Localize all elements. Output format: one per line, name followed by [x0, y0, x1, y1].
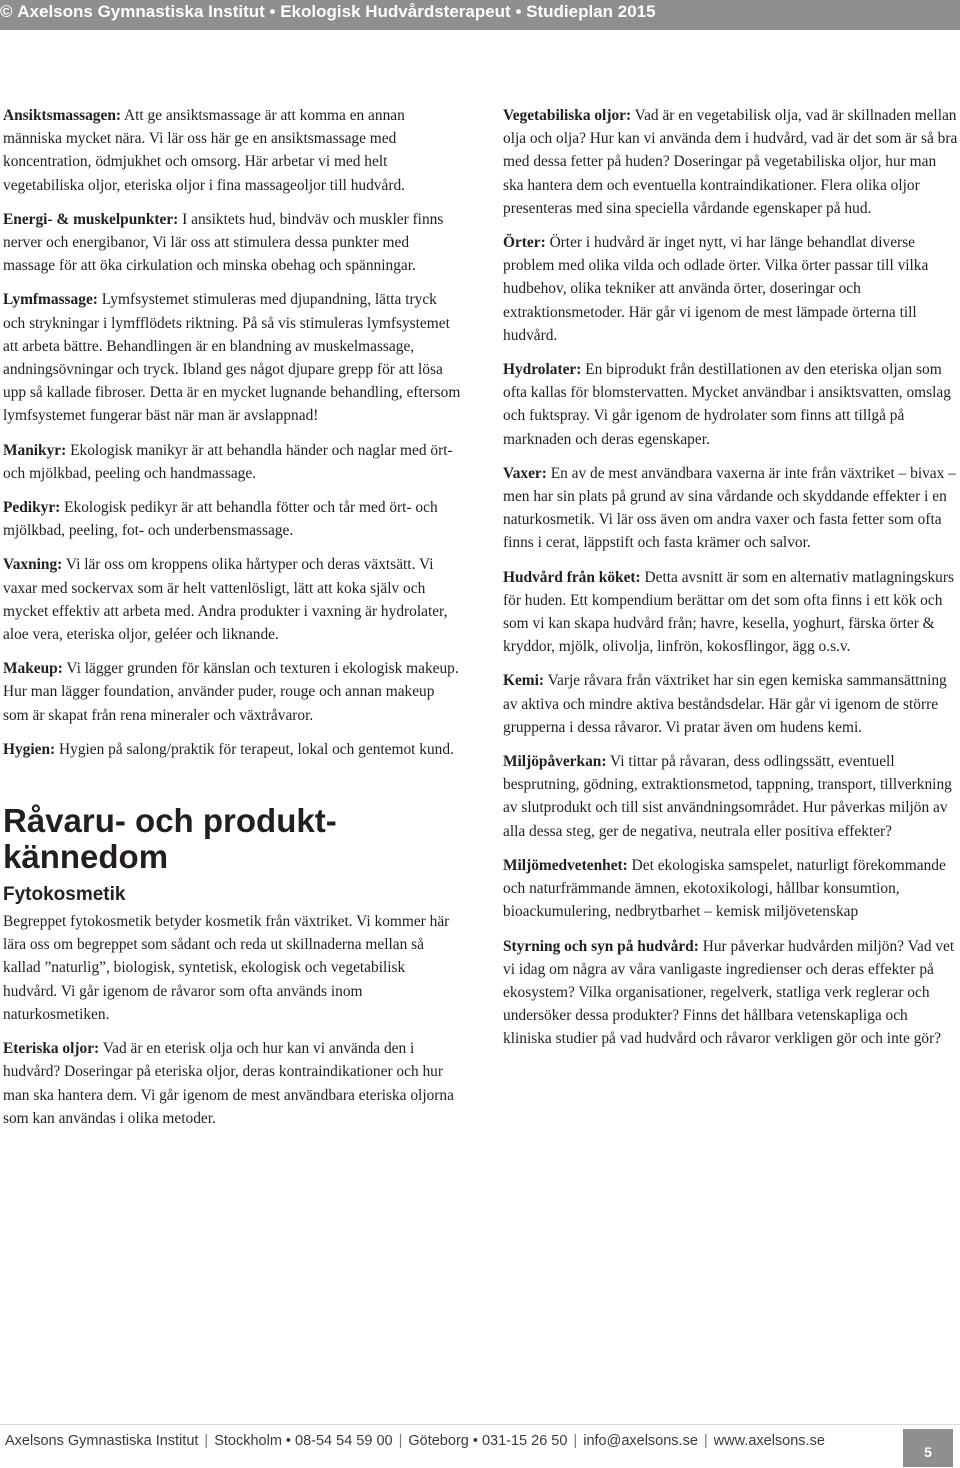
footer-separator: | — [573, 1433, 578, 1449]
entry-kemi — [503, 669, 958, 739]
footer-email: info@axelsons.se — [583, 1433, 698, 1449]
entry-term: Styrning och syn på hudvård: — [503, 937, 699, 955]
entry-term: Vaxning: — [3, 556, 63, 574]
footer-separator: | — [398, 1433, 403, 1449]
section-heading-line2: kännedom — [3, 838, 169, 876]
entry-term: Vegetabiliska oljor: — [503, 107, 632, 124]
entry-term: Miljömedvetenhet: — [503, 856, 628, 874]
entry-text: Vad är en eterisk olja och hur kan vi använda den i hudvård? Doseringar på eteriska oljor, deras kontraindikationer och hur man ska hantera dem. Vi går igenom de mest användbara eteriska oljorna som kan användas i olika metoder. — [3, 1040, 454, 1127]
header-bullet: • — [515, 2, 522, 21]
entry-miljopaverkan — [503, 750, 958, 843]
footer-stockholm: Stockholm • 08-54 54 59 00 — [214, 1433, 393, 1449]
entry-text: Vad är en vegetabilisk olja, vad är skillnaden mellan olja och olja? Hur kan vi använda dem i hudvård, vad är det som är så bra med dessa fetter på huden? Doseringar på vegetabiliska oljor, hur man ska hantera dem och eventuella kontraindikationer. Flera olika oljor presenteras med sina speciella vårdande egenskaper på hud. — [503, 107, 958, 217]
entry-text: En av de mest användbara vaxerna är inte från växtriket – bivax – men har sin plats på grund av sina vårdande och skyddande effekter i en naturkosmetik. Vi lär oss även om andra vaxer och fasta fetter som ofta finns i cerat, läppstift och fasta krämer och salvor. — [503, 464, 956, 552]
entry-eteriska-oljor — [3, 1037, 461, 1130]
left-column — [3, 104, 461, 1130]
entry-hygien — [3, 738, 461, 761]
copyright-symbol: © — [0, 2, 13, 21]
right-column — [503, 104, 958, 1051]
page-number: 5 — [903, 1429, 953, 1467]
entry-text: Vi lär oss om kroppens olika hårtyper och deras växtsätt. Vi vaxar med sockervax som är helt vattenlösligt, lätt att koka själv och mycket effektiv att arbeta med. Andra produkter i vaxning är hydrolater, aloe vera, eteriska oljor, geléer och liknande. — [3, 556, 448, 644]
entry-text: Vi lägger grunden för känslan och texturen i ekologisk makeup. Hur man lägger foundation, använder puder, rouge och annan makeup som är skapat från rena mineraler och växtråvaror. — [3, 660, 459, 724]
section-heading-line1: Råvaru- och produkt- — [3, 802, 337, 840]
entry-text: Det ekologiska samspelet, naturligt förekommande och naturfrämmande ämnen, ekotoxikologi, hållbar konsumtion, bioackumulering, nedbrytbarhet – kemisk miljövetenskap — [503, 856, 946, 921]
section-heading — [3, 803, 461, 875]
header-bar — [0, 0, 960, 30]
entry-term: Hygien: — [3, 740, 56, 758]
entry-term: Hydrolater: — [503, 361, 582, 379]
header-program: Ekologisk Hudvårdsterapeut — [280, 2, 511, 21]
section-intro: Begreppet fytokosmetik betyder kosmetik från växtriket. Vi kommer här lära oss om begreppet som sådant och reda ut skillnaderna mellan så kallad ”naturlig”, biologisk, syntetisk, ekologisk och vegetabilisk hudvård. Vi går igenom de råvaror som ofta används inom naturkosmetiken. — [3, 913, 450, 1023]
entry-text: Varje råvara från växtriket har sin egen kemiska sammansättning av aktiva och mindre aktiva beståndsdelar. Här går vi igenom de större grupperna i dessa råvaror. Vi pratar även om hudens kemi. — [503, 672, 947, 736]
entry-text: Hygien på salong/praktik för terapeut, lokal och gentemot kund. — [55, 740, 454, 758]
header-plan: Studieplan 2015 — [526, 2, 656, 21]
section-subheading: Fytokosmetik — [3, 884, 126, 906]
entry-term: Vaxer: — [503, 464, 547, 482]
entry-ansiktsmassagen — [3, 104, 461, 197]
entry-term: Ansiktsmassagen: — [3, 107, 122, 124]
entry-hydrolater — [503, 358, 958, 451]
entry-term: Kemi: — [503, 672, 545, 690]
footer-separator: | — [703, 1433, 708, 1449]
entry-text: Ekologisk pedikyr är att behandla fötter och tår med ört- och mjölkbad, peeling, fot- och underbensmassage. — [3, 499, 438, 540]
header-bullet: • — [269, 2, 276, 21]
entry-term: Miljöpåverkan: — [503, 753, 607, 771]
entry-pedikyr — [3, 496, 461, 542]
entry-vaxning — [3, 553, 461, 646]
entry-term: Energi- & muskelpunkter: — [3, 210, 179, 228]
entry-text: Örter i hudvård är inget nytt, vi har länge behandlat diverse problem med olika vilda och odlade örter. Vilka örter passar till vilka hudbehov, olika tekniker att använda örter, doseringar och extraktionsmetoder. Här går vi igenom de mest lämpade örterna till hudvård. — [503, 234, 929, 344]
entry-term: Hudvård från köket: — [503, 568, 641, 586]
entry-text: I ansiktets hud, bindväv och muskler finns nerver och energibanor, Vi lär oss att stimulera dessa punkter med massage för att öka cirkulation och minska obehag och spänningar. — [3, 210, 444, 275]
entry-makeup — [3, 657, 461, 727]
entry-text: Detta avsnitt är som en alternativ matlagningskurs för huden. Ett kompendium berättar om det som ofta finns i ett kök och som vi kan skapa hudvård från; havre, kesella, yoghurt, färska örter & kryddor, mjölk, olivolja, linfrön, kokosflingor, ägg o.s.v. — [503, 568, 954, 656]
header-org: Axelsons Gymnastiska Institut — [17, 2, 265, 21]
entry-manikyr — [3, 439, 461, 485]
entry-text: Ekologisk manikyr är att behandla händer och naglar med ört- och mjölkbad, peeling och handmassage. — [3, 441, 453, 482]
footer-web: www.axelsons.se — [713, 1433, 825, 1449]
footer-org: Axelsons Gymnastiska Institut — [5, 1433, 199, 1449]
page-footer — [0, 1424, 960, 1468]
entry-hudvard-fran-koket — [503, 566, 958, 659]
entry-vegetabiliska-oljor — [503, 104, 958, 220]
entry-text: Lymfsystemet stimuleras med djupandning, lätta tryck och strykningar i lymfflödets riktning. På så vis stimuleras lymfsystemet att arbeta bättre. Behandlingen är en blandning av muskelmassage, andningsövningar och tryck. Ibland ges något djupare grepp för att lösa upp så kallade fibroser. Detta är en mycket lugnande behandling, eftersom lymfsystemet fungerar bäst när man är avslappnad! — [3, 291, 461, 425]
entry-term: Pedikyr: — [3, 499, 61, 517]
entry-vaxer — [503, 462, 958, 555]
footer-contact — [5, 1433, 825, 1449]
footer-separator: | — [204, 1433, 209, 1449]
footer-goteborg: Göteborg • 031-15 26 50 — [408, 1433, 568, 1449]
entry-miljomedvetenhet — [503, 854, 958, 924]
entry-term: Eteriska oljor: — [3, 1040, 100, 1058]
entry-term: Lymfmassage: — [3, 291, 98, 309]
entry-term: Makeup: — [3, 660, 63, 678]
entry-text: Att ge ansiktsmassage är att komma en annan människa mycket nära. Vi lär oss här ge en ansiktsmassage med koncentration, ödmjukhet och omsorg. Här arbetar vi med helt vegetabiliska oljor, eteriska oljor i fina massageoljor till hudvård. — [3, 107, 405, 194]
entry-term: Manikyr: — [3, 441, 67, 459]
entry-text: Hur påverkar hudvården miljön? Vad vet vi idag om några av våra vanligaste ingredienser och deras effekter på ekosystem? Vilka organisationer, regelverk, statliga verk reglerar och undersöker dessa produkter? Finns det hållbara vetenskapliga och kliniska studier på vad hudvård och råvaror verkligen gör och inte gör? — [503, 937, 955, 1048]
entry-orter — [503, 231, 958, 347]
entry-text: Vi tittar på råvaran, dess odlingssätt, eventuell besprutning, gödning, extraktionsmetod, tappning, transport, tillverkning av slutprodukt och till sist användningsområdet. Hur påverkas miljön av alla dessa steg, ger de negativa, neutrala eller positiva effekter? — [503, 753, 952, 840]
entry-term: Örter: — [503, 234, 546, 252]
entry-energi-muskelpunkter — [3, 208, 461, 278]
entry-text: En biprodukt från destillationen av den eteriska oljan som ofta kallas för blomstervatten. Mycket användbar i ansiktsvatten, omslag och fuktspray. Vi går igenom de hydrolater som finns att tillgå på marknaden och deras egenskaper. — [503, 361, 951, 448]
entry-styrning-och-syn — [503, 935, 958, 1051]
entry-lymfmassage — [3, 288, 461, 427]
